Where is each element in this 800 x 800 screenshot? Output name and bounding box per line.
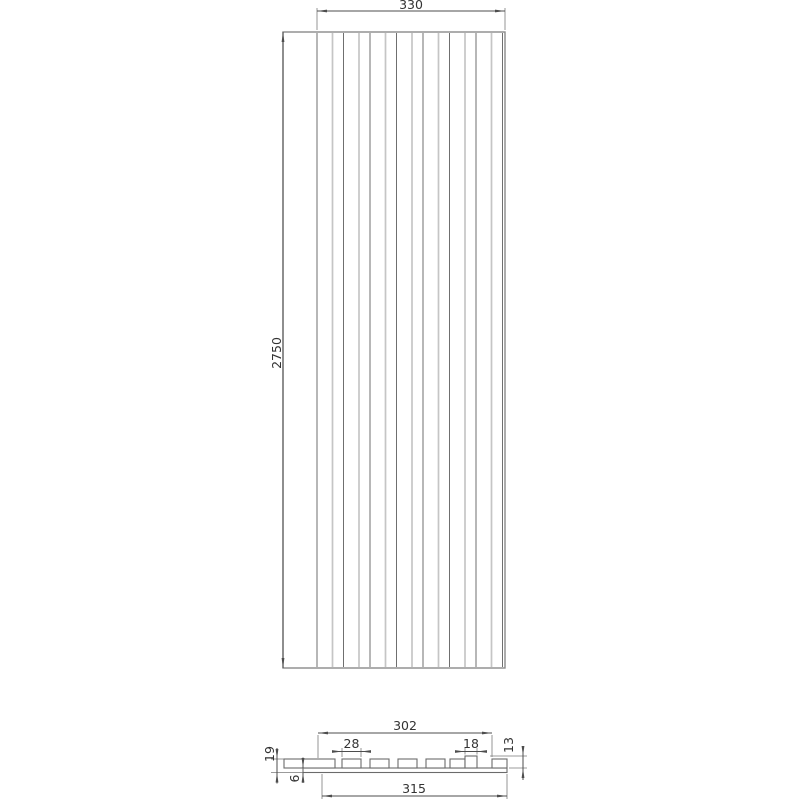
section-slat <box>342 759 361 768</box>
section-slat <box>450 759 465 768</box>
dim-text-narrow-slat-width: 18 <box>463 736 479 751</box>
dim-text-slat-width: 28 <box>343 736 360 751</box>
section-slat-end <box>492 759 507 768</box>
dim-front-height <box>269 32 284 668</box>
front-panel-outline <box>283 32 505 668</box>
dim-section-total-width <box>322 774 507 799</box>
dim-text-total-thickness: 19 <box>262 746 277 762</box>
section-slat <box>426 759 445 768</box>
front-groove-lines-dark <box>317 33 503 667</box>
section-backing-board <box>303 768 507 773</box>
front-groove-lines-light <box>333 33 492 667</box>
dim-text-backing-thickness: 6 <box>287 774 302 783</box>
dim-text-slat-thickness: 13 <box>501 737 516 753</box>
dim-section-slat-width <box>332 736 371 757</box>
dim-text-slat-span: 302 <box>393 718 417 733</box>
section-slat <box>370 759 389 768</box>
section-slat <box>398 759 417 768</box>
front-view <box>269 0 505 668</box>
section-view <box>262 718 527 799</box>
dim-text-front-height: 2750 <box>269 337 284 369</box>
section-slat-wide <box>284 759 335 768</box>
dim-section-narrow-slat-width <box>455 736 487 755</box>
section-slat-narrow <box>465 756 477 768</box>
dim-front-width <box>317 0 505 30</box>
dim-text-front-width: 330 <box>399 0 423 12</box>
dim-text-total-width: 315 <box>402 781 426 796</box>
